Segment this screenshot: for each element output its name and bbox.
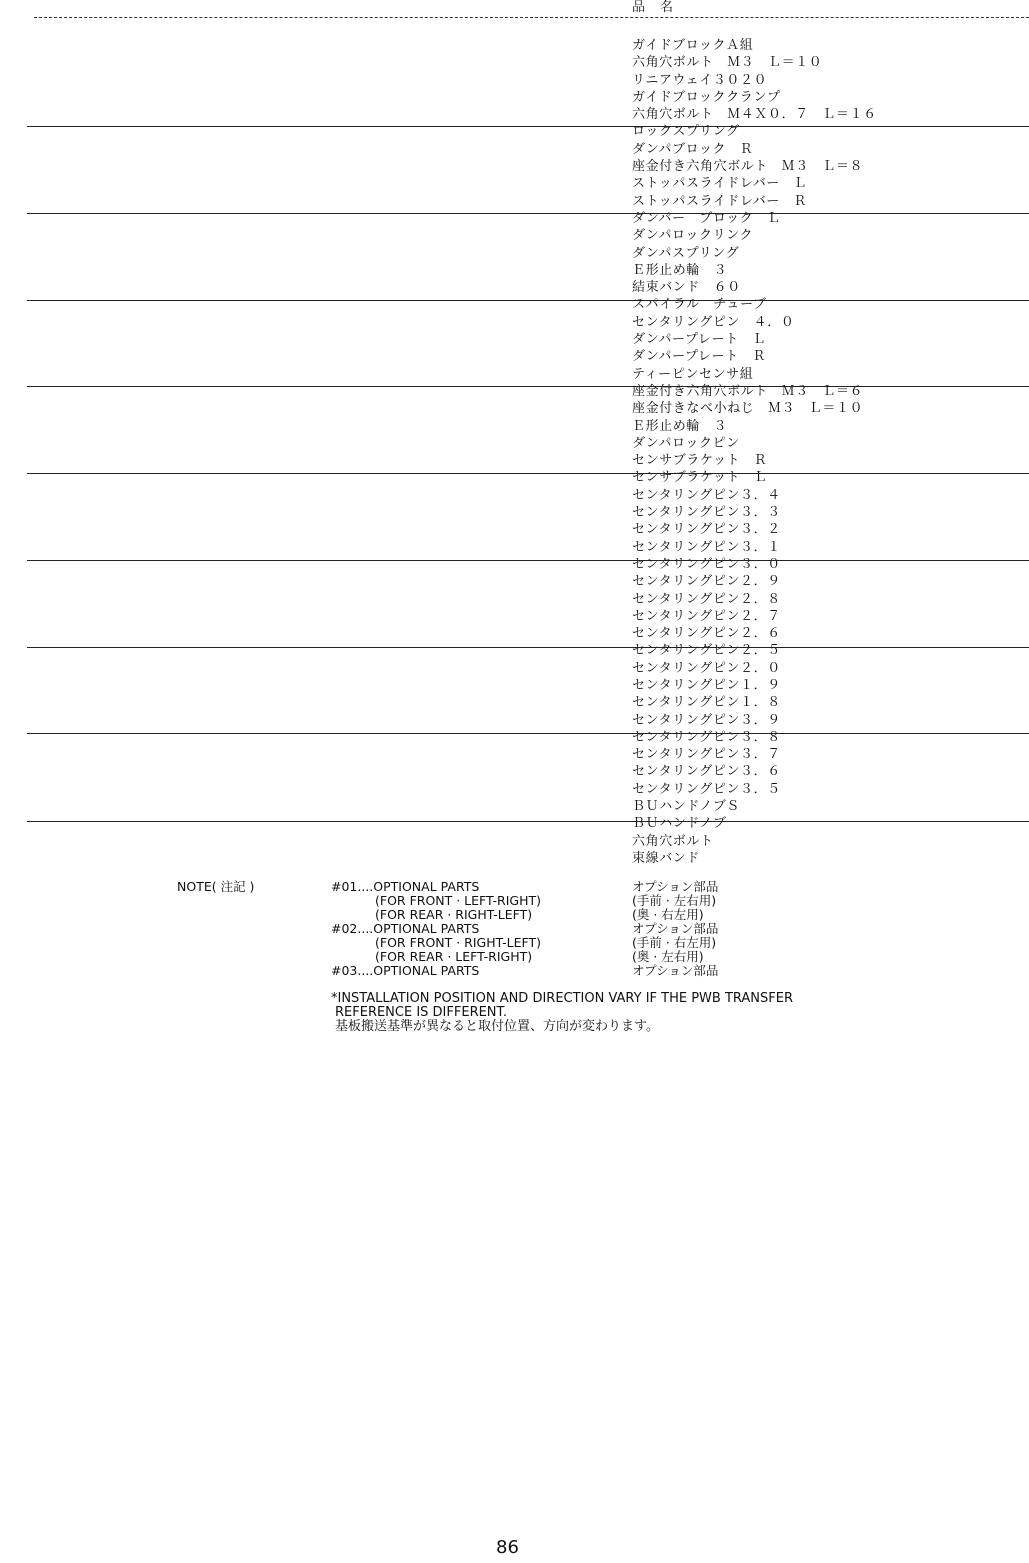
group-separator bbox=[27, 386, 1029, 387]
group-separator bbox=[27, 647, 1029, 648]
part-row: ダンパープレート Ｒ bbox=[632, 349, 767, 365]
part-row: ティーピンセンサ組 bbox=[632, 366, 754, 382]
part-row: センタリングピン３．５ bbox=[632, 781, 781, 797]
part-row: センタリングピン２．８ bbox=[632, 591, 781, 607]
group-separator bbox=[27, 213, 1029, 214]
part-row: 六角穴ボルト Ｍ３ Ｌ＝１０ bbox=[632, 55, 823, 71]
column-header-part-name: 品 名 bbox=[632, 0, 675, 15]
group-separator bbox=[27, 560, 1029, 561]
part-row: 座金付きなべ小ねじ Ｍ３ Ｌ＝１０ bbox=[632, 401, 864, 417]
part-row: ダンパロックリンク bbox=[632, 228, 754, 244]
part-row: センタリングピン３．８ bbox=[632, 729, 781, 745]
note-line-jp: オプション部品 bbox=[632, 963, 719, 978]
part-row: 座金付き六角穴ボルト Ｍ３ Ｌ＝６ bbox=[632, 383, 864, 399]
group-separator bbox=[27, 126, 1029, 127]
part-row: センタリングピン１．９ bbox=[632, 677, 781, 693]
part-row: ＢＵハンドノブＳ bbox=[632, 799, 741, 815]
note-line-en: (FOR REAR · RIGHT-LEFT) bbox=[375, 907, 533, 922]
part-row: 六角穴ボルト Ｍ４Ｘ０．７ Ｌ＝１６ bbox=[632, 107, 877, 123]
part-row: ロックスプリング bbox=[632, 124, 740, 140]
part-row: センタリングピン２．６ bbox=[632, 626, 781, 642]
note-line-jp: (奥 · 左右用) bbox=[632, 949, 704, 964]
group-separator bbox=[27, 821, 1029, 822]
part-row: センタリングピン ４．０ bbox=[632, 314, 795, 330]
part-row: ダンパロックピン bbox=[632, 435, 740, 451]
part-row: ダンパー ブロック Ｌ bbox=[632, 210, 781, 226]
note-line-en: #03....OPTIONAL PARTS bbox=[331, 963, 480, 978]
part-row: センタリングピン１．８ bbox=[632, 695, 781, 711]
note-line-en: (FOR REAR · LEFT-RIGHT) bbox=[375, 949, 533, 964]
part-row: センタリングピン２．５ bbox=[632, 643, 781, 659]
part-row: 六角穴ボルト bbox=[632, 833, 714, 849]
part-row: 結束バンド ６０ bbox=[632, 280, 741, 296]
part-row: センタリングピン３．０ bbox=[632, 556, 781, 572]
part-row: センタリングピン３．６ bbox=[632, 764, 781, 780]
note-title: NOTE( 注記 ) bbox=[177, 879, 255, 894]
part-row: リニアウェイ３０２０ bbox=[632, 72, 768, 88]
group-separator bbox=[27, 473, 1029, 474]
part-row: センタリングピン３．７ bbox=[632, 747, 781, 763]
note-line-en: #01....OPTIONAL PARTS bbox=[331, 879, 480, 894]
installation-note-line: *INSTALLATION POSITION AND DIRECTION VARY IF THE PWB TRANSFER bbox=[331, 991, 794, 1006]
part-row: Ｅ形止め輪 ３ bbox=[632, 418, 728, 434]
header-dashed-divider bbox=[34, 17, 1029, 18]
note-line-en: (FOR FRONT · LEFT-RIGHT) bbox=[375, 893, 541, 908]
part-row: 束線バンド bbox=[632, 850, 701, 866]
note-line-en: (FOR FRONT · RIGHT-LEFT) bbox=[375, 935, 541, 950]
parts-list bbox=[632, 37, 877, 867]
part-row: センタリングピン２．９ bbox=[632, 574, 781, 590]
note-line-jp: (手前 · 右左用) bbox=[632, 935, 717, 950]
note-line-jp: オプション部品 bbox=[632, 921, 719, 936]
installation-note-line: REFERENCE IS DIFFERENT. bbox=[335, 1005, 508, 1020]
part-row: センタリングピン３．４ bbox=[632, 487, 781, 503]
part-row: センタリングピン２．０ bbox=[632, 660, 781, 676]
note-line-jp: オプション部品 bbox=[632, 879, 719, 894]
part-row: センタリングピン３．２ bbox=[632, 522, 781, 538]
part-row: スパイラル チューブ bbox=[632, 297, 767, 313]
part-row: センサブラケット Ｌ bbox=[632, 470, 768, 486]
part-row: ダンパープレート Ｌ bbox=[632, 332, 767, 348]
installation-note-line-jp: 基板搬送基準が異なると取付位置、方向が変わります。 bbox=[335, 1019, 659, 1034]
part-row: センタリングピン２．７ bbox=[632, 608, 781, 624]
part-row: ストッパスライドレバー Ｌ bbox=[632, 176, 808, 192]
part-row: センサブラケット Ｒ bbox=[632, 453, 768, 469]
part-row: Ｅ形止め輪 ３ bbox=[632, 262, 728, 278]
part-row: センタリングピン３．９ bbox=[632, 712, 781, 728]
page-number: 86 bbox=[496, 1537, 519, 1558]
part-row: ストッパスライドレバー Ｒ bbox=[632, 193, 808, 209]
note-line-en: #02....OPTIONAL PARTS bbox=[331, 921, 480, 936]
note-line-jp: (手前 · 左右用) bbox=[632, 893, 717, 908]
group-separator bbox=[27, 300, 1029, 301]
group-separator bbox=[27, 733, 1029, 734]
part-row: ガイドブロックＡ組 bbox=[632, 38, 754, 53]
part-row: ＢＵハンドノブ bbox=[632, 816, 727, 832]
part-row: センタリングピン３．１ bbox=[632, 539, 781, 555]
installation-note bbox=[331, 992, 793, 1034]
part-row: ガイドブロッククランプ bbox=[632, 89, 781, 105]
part-row: ダンパブロック Ｒ bbox=[632, 141, 754, 157]
part-row: センタリングピン３．３ bbox=[632, 505, 781, 521]
part-row: ダンパスプリング bbox=[632, 245, 740, 261]
part-row: 座金付き六角穴ボルト Ｍ３ Ｌ＝８ bbox=[632, 159, 864, 175]
note-line-jp: (奥 · 右左用) bbox=[632, 907, 704, 922]
